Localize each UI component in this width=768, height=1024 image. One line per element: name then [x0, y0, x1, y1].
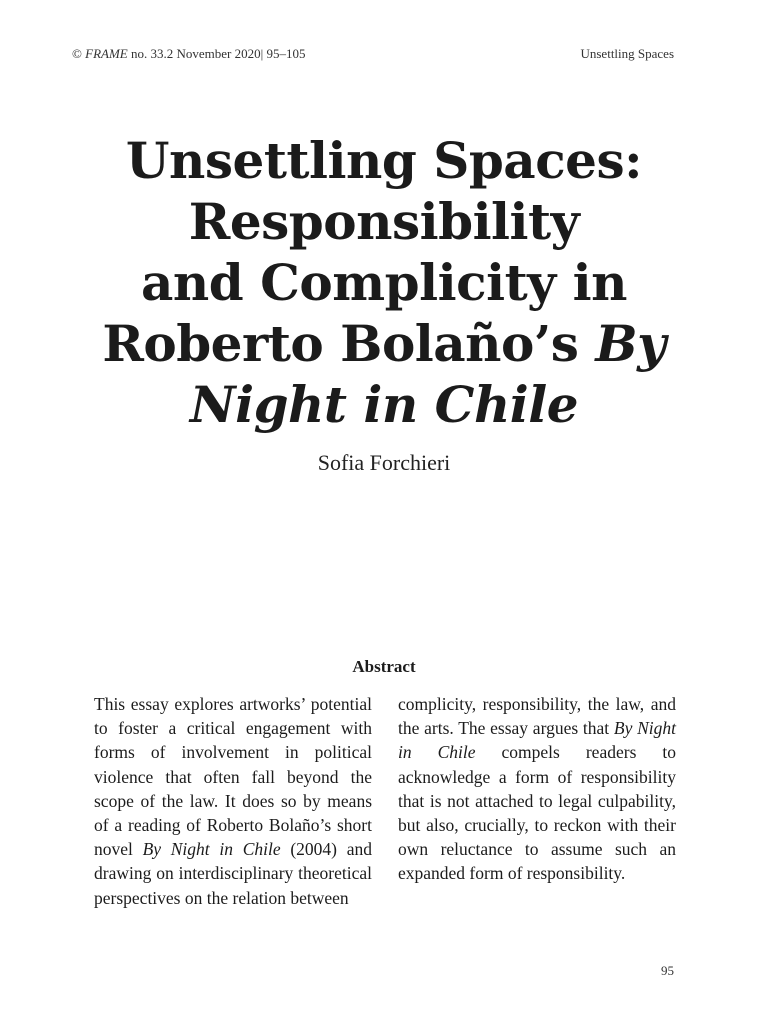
abstract-col1-text-a: This essay explores artworks’ potential to foster a critical engagement with forms of involvement in political violence that often fall beyond the scope of the law. It does so by means of a reading of Roberto Bolaño’s short novel	[94, 694, 372, 860]
copyright-symbol: ©	[72, 46, 82, 61]
issue-info: no. 33.2 November 2020| 95–105	[130, 46, 306, 61]
abstract-column-1	[94, 692, 372, 910]
journal-name: FRAME	[85, 46, 128, 61]
running-head-short-title: Unsettling Spaces	[580, 46, 674, 61]
abstract-col1-text-b: (2004) and drawing on interdisciplinary theoretical perspectives on the relation between	[94, 839, 372, 908]
author-name: Sofia Forchieri	[317, 450, 451, 475]
title-line-4-italic: By	[595, 314, 666, 373]
running-head	[72, 46, 674, 66]
page-number: 95	[661, 963, 674, 978]
abstract-col2-italic: By Night in Chile	[398, 718, 676, 763]
title-line-3: and Complicity in	[141, 253, 627, 312]
title-line-4: Roberto Bolaño’s	[102, 314, 596, 373]
abstract-col2-text-b: compels readers to acknowledge a form of responsibility that is not attached to legal culpability, but also, crucially, to reckon with their own reluctance to assume such an expanded form of responsibility.	[398, 742, 676, 884]
abstract-col1-italic: By Night in Chile	[142, 839, 281, 860]
title-line-2: Responsibility	[188, 192, 580, 251]
abstract-column-2	[398, 692, 676, 886]
abstract-heading: Abstract	[352, 657, 416, 676]
abstract-col2-text-a: complicity, responsibility, the law, and the arts. The essay argues that	[398, 694, 676, 739]
title-line-1: Unsettling Spaces:	[125, 131, 643, 190]
running-head-citation	[72, 46, 305, 62]
title-line-5-italic: Night in Chile	[189, 375, 579, 434]
article-title	[60, 130, 708, 435]
